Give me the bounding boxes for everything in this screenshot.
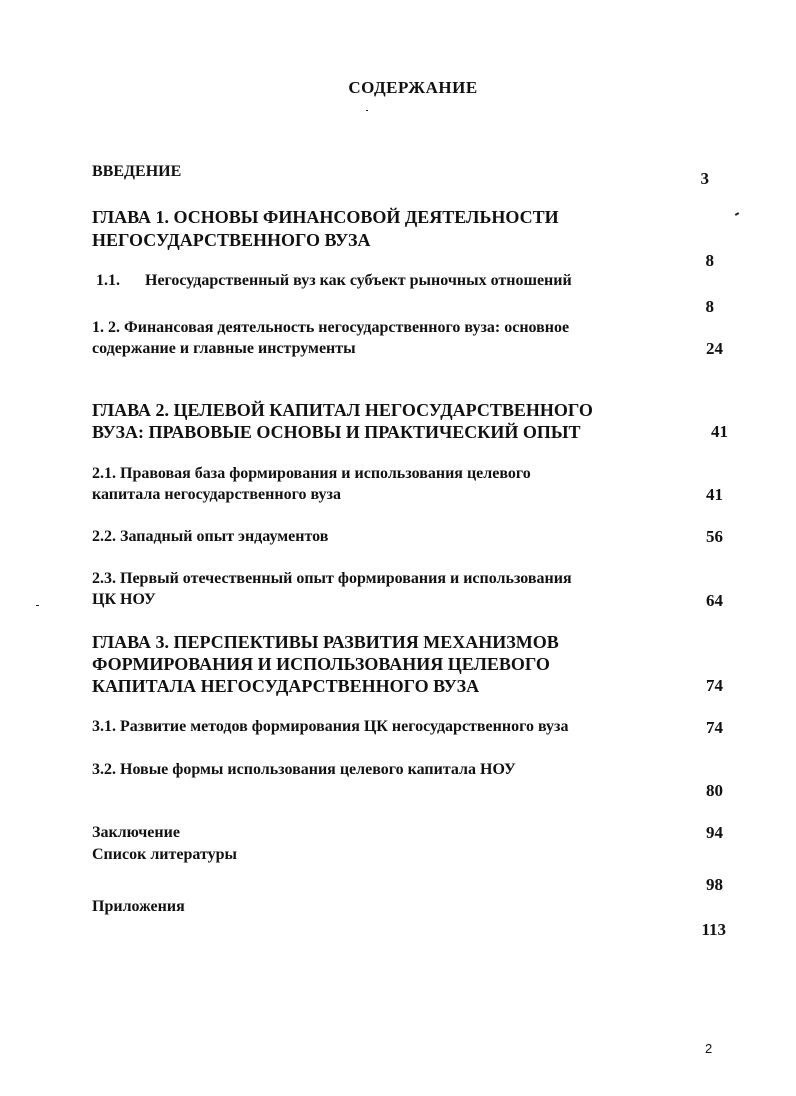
toc-chapter-2-line1: ГЛАВА 2. ЦЕЛЕВОЙ КАПИТАЛ НЕГОСУДАРСТВЕННОГО [92,400,593,420]
scan-speck [36,605,39,606]
toc-section-2-1-line2: капитала негосударственного вуза [92,486,341,503]
toc-section-2-1-line1: 2.1. Правовая база формирования и использования целевого [92,465,531,482]
toc-page-chapter-3: 74 [706,676,723,695]
toc-page-section-1-2: 24 [706,339,723,358]
toc-chapter-1-line2: НЕГОСУДАРСТВЕННОГО ВУЗА [92,230,371,250]
toc-page-section-3-1: 74 [706,718,723,737]
toc-page-section-3-2: 80 [706,781,723,800]
toc-page-chapter-1: 8 [705,251,714,270]
toc-chapter-1-line1: ГЛАВА 1. ОСНОВЫ ФИНАНСОВОЙ ДЕЯТЕЛЬНОСТИ [92,207,559,227]
toc-entry-conclusion: Заключение [92,824,180,841]
toc-section-1-1-number: 1.1. [96,272,120,289]
toc-section-2-2: 2.2. Западный опыт эндаументов [92,528,329,545]
toc-page-chapter-2: 41 [711,422,728,441]
toc-page-references: 98 [706,875,723,894]
toc-page-conclusion: 94 [706,823,723,842]
toc-section-1-1: Негосударственный вуз как субъект рыночных отношений [145,272,572,289]
toc-entry-references: Список литературы [92,846,237,863]
toc-entry-intro: ВВЕДЕНИЕ [92,163,182,180]
toc-chapter-3-line2: ФОРМИРОВАНИЯ И ИСПОЛЬЗОВАНИЯ ЦЕЛЕВОГО [92,654,550,674]
page-title: СОДЕРЖАНИЕ [348,78,478,97]
toc-section-3-2: 3.2. Новые формы использования целевого капитала НОУ [92,761,516,778]
scan-speck [366,110,368,111]
toc-section-3-1: 3.1. Развитие методов формирования ЦК негосударственного вуза [92,718,569,735]
toc-page-section-2-1: 41 [706,485,723,504]
toc-chapter-3-line3: КАПИТАЛА НЕГОСУДАРСТВЕННОГО ВУЗА [92,676,480,696]
toc-section-1-2-line2: содержание и главные инструменты [92,340,356,357]
toc-page-section-2-2: 56 [706,527,723,546]
toc-page-intro: 3 [700,169,709,188]
toc-section-2-3-line1: 2.3. Первый отечественный опыт формирования и использования [92,570,572,587]
toc-page-section-1-1: 8 [705,297,714,316]
toc-entry-appendices: Приложения [92,898,185,915]
toc-page-appendices: 113 [701,920,726,939]
toc-section-2-3-line2: ЦК НОУ [92,591,156,608]
page-number: 2 [705,1041,713,1056]
scan-speck [735,212,739,216]
toc-section-1-2-line1: 1. 2. Финансовая деятельность негосударственного вуза: основное [92,319,570,336]
toc-chapter-2-line2: ВУЗА: ПРАВОВЫЕ ОСНОВЫ И ПРАКТИЧЕСКИЙ ОПЫТ [92,422,581,442]
toc-chapter-3-line1: ГЛАВА 3. ПЕРСПЕКТИВЫ РАЗВИТИЯ МЕХАНИЗМОВ [92,632,559,652]
toc-page-section-2-3: 64 [706,591,723,610]
